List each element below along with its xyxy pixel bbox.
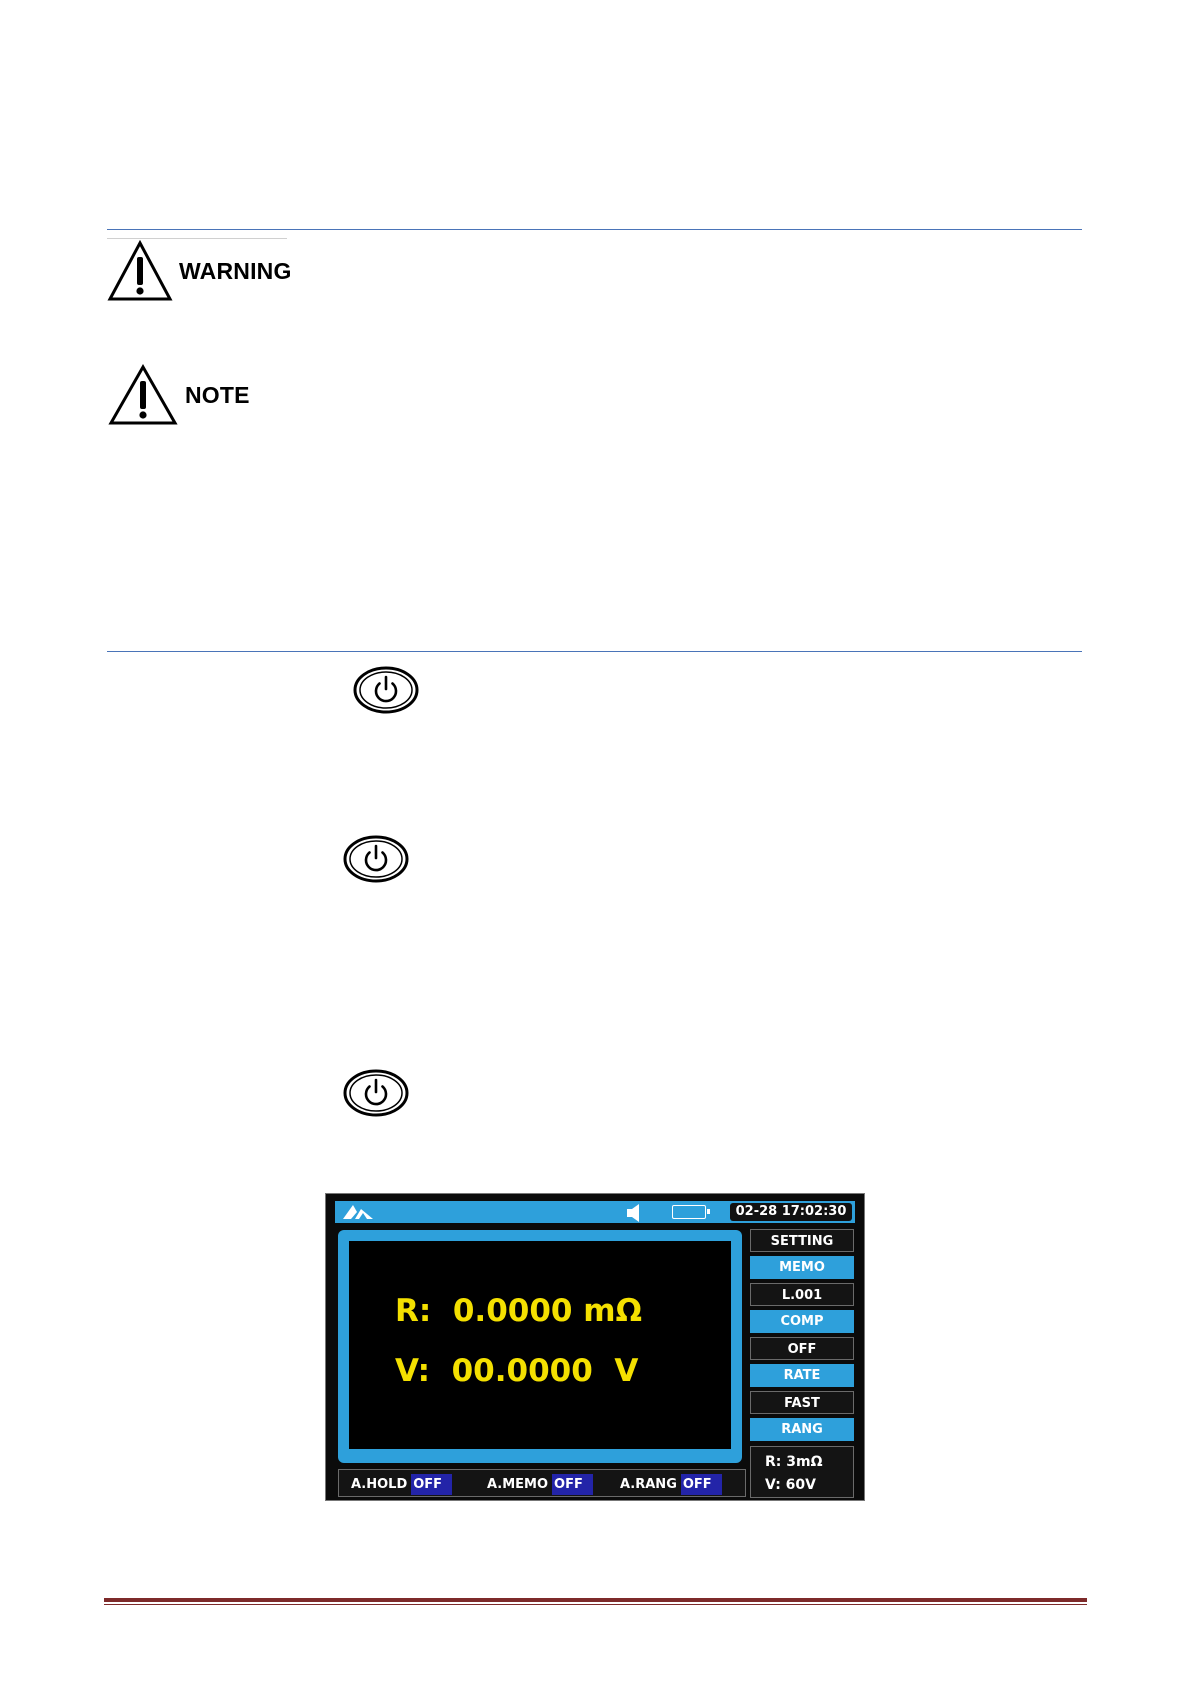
- speaker-icon: [625, 1203, 643, 1223]
- voltage-reading: V: 00.0000 V: [395, 1353, 639, 1389]
- status-label: A.HOLD: [351, 1477, 408, 1492]
- status-value: OFF: [681, 1474, 722, 1495]
- menu-memo-value[interactable]: L.001: [750, 1283, 854, 1306]
- note-alert: [107, 364, 250, 426]
- status-auto-hold[interactable]: [351, 1474, 452, 1495]
- reading-display: [349, 1241, 731, 1449]
- status-auto-memo[interactable]: [487, 1474, 593, 1495]
- section-rule-mid: [107, 651, 1082, 652]
- warning-alert: [107, 240, 292, 302]
- footer-rule: [104, 1598, 1087, 1602]
- status-bar: [338, 1469, 746, 1497]
- power-icon: [343, 1069, 409, 1117]
- menu-setting[interactable]: SETTING: [750, 1229, 854, 1252]
- section-rule-top: [107, 229, 1082, 230]
- status-auto-range[interactable]: [620, 1474, 722, 1495]
- footer-rule-thin: [104, 1604, 1087, 1605]
- menu-rang[interactable]: RANG: [750, 1418, 854, 1441]
- menu-comp[interactable]: COMP: [750, 1310, 854, 1333]
- device-clock: 02-28 17:02:30: [730, 1203, 852, 1221]
- reading-panel: [338, 1230, 742, 1463]
- range-r: R: 3mΩ: [765, 1454, 823, 1470]
- note-label: NOTE: [185, 381, 250, 408]
- status-label: A.RANG: [620, 1477, 677, 1492]
- power-icon: [343, 835, 409, 883]
- menu-rate-value[interactable]: FAST: [750, 1391, 854, 1414]
- power-icon: [353, 666, 419, 714]
- exclamation-triangle-icon: [107, 364, 179, 426]
- brand-logo-icon: [341, 1204, 375, 1220]
- warning-label: WARNING: [179, 257, 292, 284]
- range-v: V: 60V: [765, 1477, 816, 1493]
- resistance-reading: R: 0.0000 mΩ: [395, 1293, 642, 1329]
- device-screen: [325, 1193, 865, 1501]
- status-value: OFF: [411, 1474, 452, 1495]
- status-value: OFF: [552, 1474, 593, 1495]
- exclamation-triangle-icon: [107, 240, 173, 302]
- device-top-bar: [335, 1201, 855, 1223]
- status-label: A.MEMO: [487, 1477, 549, 1492]
- menu-memo[interactable]: MEMO: [750, 1256, 854, 1279]
- menu-comp-value[interactable]: OFF: [750, 1337, 854, 1360]
- menu-rate[interactable]: RATE: [750, 1364, 854, 1387]
- warning-underline: [107, 238, 287, 239]
- range-values: [750, 1446, 854, 1498]
- battery-icon: [672, 1205, 706, 1219]
